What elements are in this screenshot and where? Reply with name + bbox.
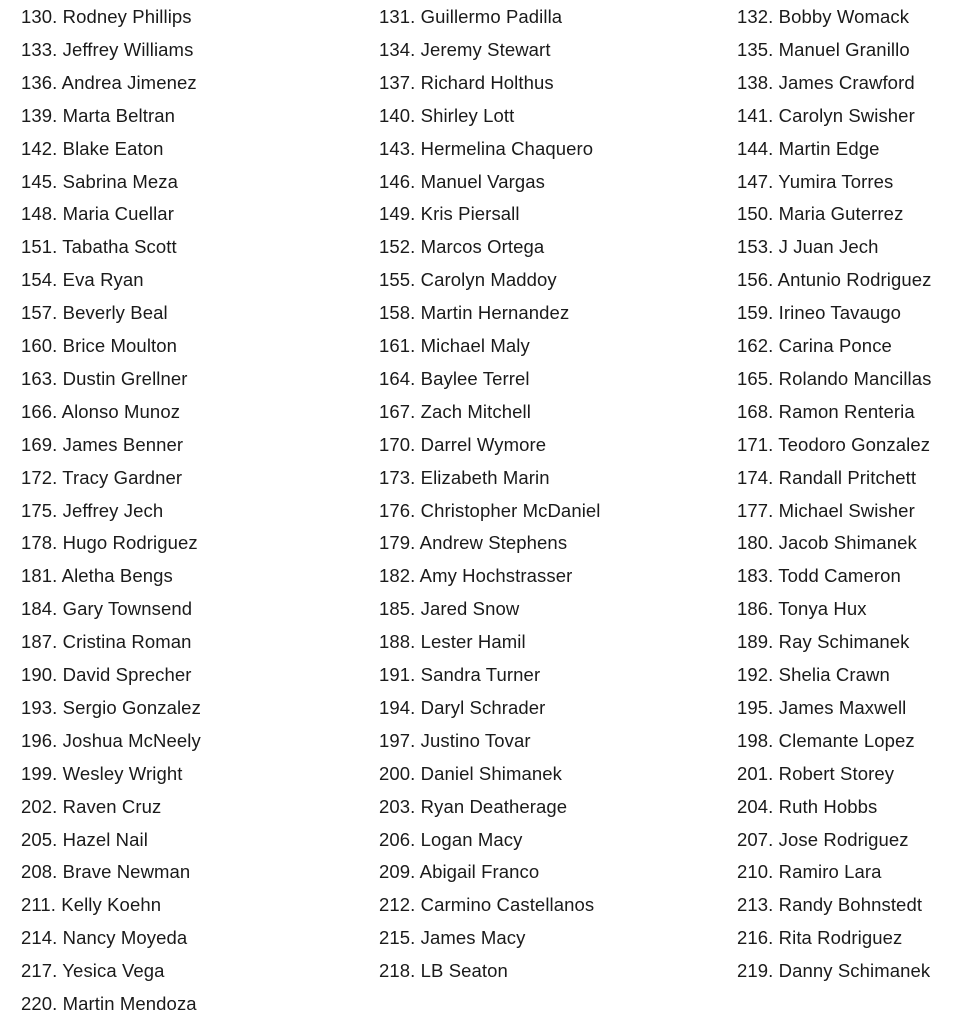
name-entry: 217. Yesica Vega — [21, 960, 165, 982]
name-entry: 210. Ramiro Lara — [737, 861, 882, 883]
name-entry: 163. Dustin Grellner — [21, 367, 188, 389]
name-entry: 215. James Macy — [379, 927, 526, 949]
name-entry: 157. Beverly Beal — [21, 302, 168, 324]
name-entry: 175. Jeffrey Jech — [21, 499, 164, 521]
name-entry: 144. Martin Edge — [737, 137, 880, 159]
name-entry: 145. Sabrina Meza — [21, 170, 178, 192]
name-entry: 192. Shelia Crawn — [737, 664, 890, 685]
name-entry: 143. Hermelina Chaquero — [379, 137, 594, 159]
name-entry: 152. Marcos Ortega — [379, 236, 545, 258]
name-entry: 164. Baylee Terrel — [379, 367, 530, 389]
name-entry: 133. Jeffrey Williams — [21, 38, 194, 60]
name-entry: 189. Ray Schimanek — [737, 631, 910, 653]
name-entry: 177. Michael Swisher — [737, 499, 915, 521]
name-entry: 193. Sergio Gonzalez — [21, 696, 201, 718]
name-entry: 156. Antunio Rodriguez — [737, 269, 932, 291]
name-entry: 204. Ruth Hobbs — [737, 795, 878, 817]
name-entry: 139. Marta Beltran — [21, 104, 175, 126]
name-entry: 207. Jose Rodriguez — [737, 828, 909, 850]
name-entry: 161. Michael Maly — [379, 335, 530, 356]
name-entry: 218. LB Seaton — [379, 960, 508, 982]
name-entry: 149. Kris Piersall — [379, 203, 520, 225]
name-entry: 194. Daryl Schrader — [379, 696, 546, 718]
name-entry: 179. Andrew Stephens — [379, 532, 568, 554]
name-entry: 178. Hugo Rodriguez — [21, 532, 198, 554]
name-entry: 166. Alonso Munoz — [21, 400, 181, 422]
name-entry: 216. Rita Rodriguez — [737, 927, 903, 949]
name-entry: 138. James Crawford — [737, 71, 915, 93]
name-entry: 135. Manuel Granillo — [737, 38, 910, 60]
name-entry: 213. Randy Bohnstedt — [737, 894, 923, 916]
name-entry: 183. Todd Cameron — [737, 565, 901, 587]
name-entry: 180. Jacob Shimanek — [737, 532, 917, 554]
name-entry: 206. Logan Macy — [379, 828, 523, 850]
name-entry: 196. Joshua McNeely — [21, 729, 201, 751]
name-entry: 181. Aletha Bengs — [21, 565, 173, 587]
name-entry: 187. Cristina Roman — [21, 631, 192, 653]
name-entry: 140. Shirley Lott — [379, 104, 515, 126]
name-entry: 158. Martin Hernandez — [379, 302, 570, 324]
name-entry: 209. Abigail Franco — [379, 861, 540, 883]
name-entry: 137. Richard Holthus — [379, 71, 554, 93]
name-entry: 142. Blake Eaton — [21, 137, 164, 159]
name-entry: 162. Carina Ponce — [737, 335, 892, 356]
name-entry: 131. Guillermo Padilla — [379, 6, 563, 27]
name-entry: 186. Tonya Hux — [737, 598, 867, 620]
name-entry: 151. Tabatha Scott — [21, 236, 177, 258]
name-entry: 198. Clemante Lopez — [737, 729, 915, 751]
name-entry: 200. Daniel Shimanek — [379, 762, 562, 784]
name-entry: 154. Eva Ryan — [21, 269, 144, 291]
name-entry: 188. Lester Hamil — [379, 631, 526, 653]
name-entry: 197. Justino Tovar — [379, 729, 531, 751]
name-entry: 195. James Maxwell — [737, 696, 907, 718]
name-entry: 201. Robert Storey — [737, 762, 895, 784]
name-entry: 172. Tracy Gardner — [21, 466, 183, 488]
name-entry: 168. Ramon Renteria — [737, 400, 915, 422]
name-entry: 190. David Sprecher — [21, 664, 192, 685]
name-entry: 174. Randall Pritchett — [737, 466, 917, 488]
name-entry: 170. Darrel Wymore — [379, 433, 547, 455]
name-entry: 173. Elizabeth Marin — [379, 466, 550, 488]
name-entry: 130. Rodney Phillips — [21, 6, 192, 27]
name-entry: 191. Sandra Turner — [379, 664, 541, 685]
name-entry: 148. Maria Cuellar — [21, 203, 174, 225]
name-entry: 212. Carmino Castellanos — [379, 894, 595, 916]
name-entry: 150. Maria Guterrez — [737, 203, 904, 225]
name-entry: 219. Danny Schimanek — [737, 960, 931, 982]
name-entry: 205. Hazel Nail — [21, 828, 148, 850]
name-entry: 141. Carolyn Swisher — [737, 104, 915, 126]
name-entry: 211. Kelly Koehn — [21, 894, 162, 916]
name-entry: 185. Jared Snow — [379, 598, 520, 620]
name-entry: 208. Brave Newman — [21, 861, 191, 883]
name-entry: 169. James Benner — [21, 433, 184, 455]
name-entry: 165. Rolando Mancillas — [737, 367, 932, 389]
name-entry: 184. Gary Townsend — [21, 598, 193, 620]
name-entry: 132. Bobby Womack — [737, 6, 910, 27]
name-entry: 176. Christopher McDaniel — [379, 499, 601, 521]
name-entry: 134. Jeremy Stewart — [379, 38, 551, 60]
name-entry: 182. Amy Hochstrasser — [379, 565, 573, 587]
name-entry: 167. Zach Mitchell — [379, 400, 531, 422]
name-entry: 203. Ryan Deatherage — [379, 795, 568, 817]
name-entry: 199. Wesley Wright — [21, 762, 183, 784]
name-entry: 153. J Juan Jech — [737, 236, 879, 258]
name-entry: 155. Carolyn Maddoy — [379, 269, 557, 291]
name-entry: 202. Raven Cruz — [21, 795, 162, 817]
name-entry: 214. Nancy Moyeda — [21, 927, 188, 949]
name-entry: 147. Yumira Torres — [737, 170, 894, 192]
name-entry: 136. Andrea Jimenez — [21, 71, 197, 93]
name-entry: 159. Irineo Tavaugo — [737, 302, 902, 324]
name-entry: 171. Teodoro Gonzalez — [737, 433, 931, 455]
name-entry: 160. Brice Moulton — [21, 335, 178, 356]
name-entry: 146. Manuel Vargas — [379, 170, 546, 192]
name-entry: 220. Martin Mendoza — [21, 993, 197, 1014]
